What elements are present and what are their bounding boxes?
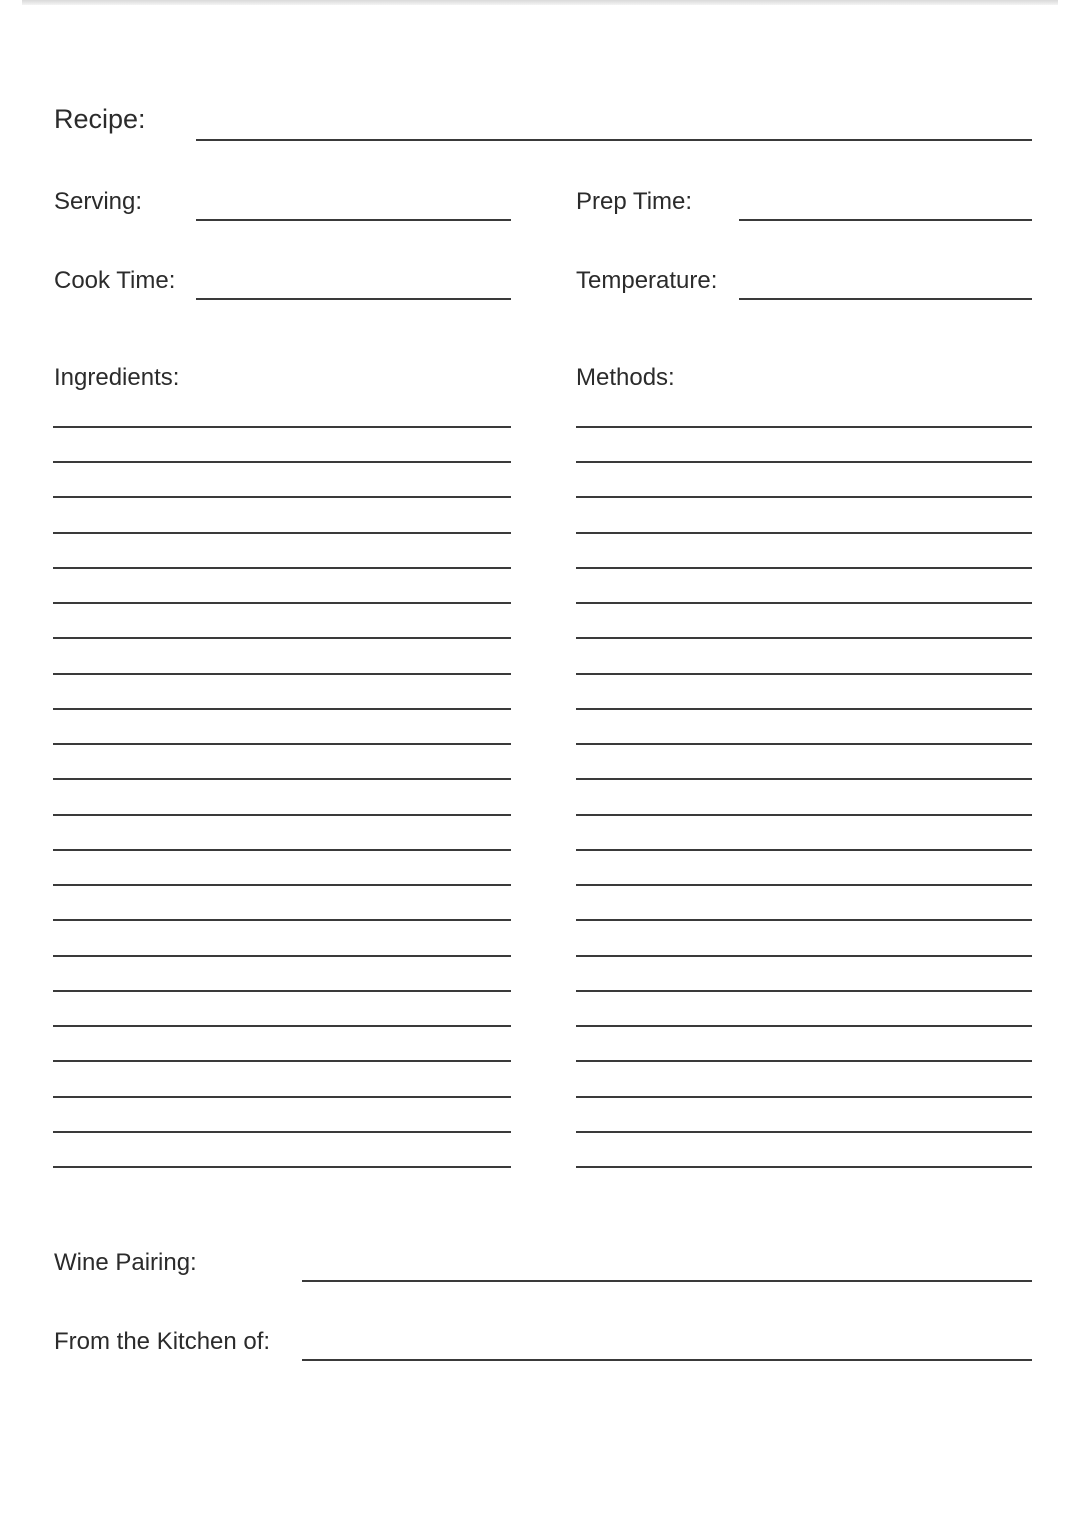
method-line[interactable]: [576, 637, 1032, 639]
prep-time-field[interactable]: [739, 219, 1032, 221]
serving-label: Serving:: [54, 188, 143, 215]
method-line[interactable]: [576, 567, 1032, 569]
ingredient-line[interactable]: [53, 637, 511, 639]
method-line[interactable]: [576, 496, 1032, 498]
method-line[interactable]: [576, 602, 1032, 604]
ingredient-line[interactable]: [53, 496, 511, 498]
ingredient-line[interactable]: [53, 743, 511, 745]
method-line[interactable]: [576, 673, 1032, 675]
kitchen-field[interactable]: [302, 1359, 1032, 1361]
ingredient-line[interactable]: [53, 708, 511, 710]
serving-field[interactable]: [196, 219, 511, 221]
ingredient-line[interactable]: [53, 884, 511, 886]
recipe-field[interactable]: [196, 139, 1032, 141]
ingredient-line[interactable]: [53, 1131, 511, 1133]
prep-time-label: Prep Time:: [576, 188, 693, 215]
method-line[interactable]: [576, 532, 1032, 534]
page-top-edge: [22, 0, 1058, 5]
ingredient-line[interactable]: [53, 1166, 511, 1168]
ingredient-line[interactable]: [53, 1025, 511, 1027]
method-line[interactable]: [576, 1025, 1032, 1027]
method-line[interactable]: [576, 884, 1032, 886]
method-line[interactable]: [576, 1166, 1032, 1168]
wine-pairing-label: Wine Pairing:: [54, 1249, 197, 1276]
cook-time-label: Cook Time:: [54, 267, 176, 294]
ingredient-line[interactable]: [53, 778, 511, 780]
method-line[interactable]: [576, 778, 1032, 780]
method-line[interactable]: [576, 955, 1032, 957]
method-line[interactable]: [576, 1131, 1032, 1133]
method-line[interactable]: [576, 461, 1032, 463]
ingredient-line[interactable]: [53, 461, 511, 463]
recipe-label: Recipe:: [54, 104, 146, 134]
ingredient-line[interactable]: [53, 955, 511, 957]
ingredient-line[interactable]: [53, 849, 511, 851]
kitchen-label: From the Kitchen of:: [54, 1328, 271, 1355]
wine-pairing-field[interactable]: [302, 1280, 1032, 1282]
ingredients-label: Ingredients:: [54, 364, 180, 391]
ingredient-line[interactable]: [53, 919, 511, 921]
method-line[interactable]: [576, 426, 1032, 428]
ingredient-line[interactable]: [53, 426, 511, 428]
method-line[interactable]: [576, 814, 1032, 816]
ingredient-line[interactable]: [53, 602, 511, 604]
cook-time-field[interactable]: [196, 298, 511, 300]
ingredient-line[interactable]: [53, 673, 511, 675]
method-line[interactable]: [576, 743, 1032, 745]
ingredient-line[interactable]: [53, 990, 511, 992]
ingredient-line[interactable]: [53, 814, 511, 816]
method-line[interactable]: [576, 708, 1032, 710]
ingredient-line[interactable]: [53, 532, 511, 534]
method-line[interactable]: [576, 1096, 1032, 1098]
methods-label: Methods:: [576, 364, 675, 391]
method-line[interactable]: [576, 919, 1032, 921]
temperature-field[interactable]: [739, 298, 1032, 300]
ingredient-line[interactable]: [53, 567, 511, 569]
method-line[interactable]: [576, 1060, 1032, 1062]
temperature-label: Temperature:: [576, 267, 718, 294]
method-line[interactable]: [576, 990, 1032, 992]
ingredient-line[interactable]: [53, 1060, 511, 1062]
method-line[interactable]: [576, 849, 1032, 851]
ingredient-line[interactable]: [53, 1096, 511, 1098]
